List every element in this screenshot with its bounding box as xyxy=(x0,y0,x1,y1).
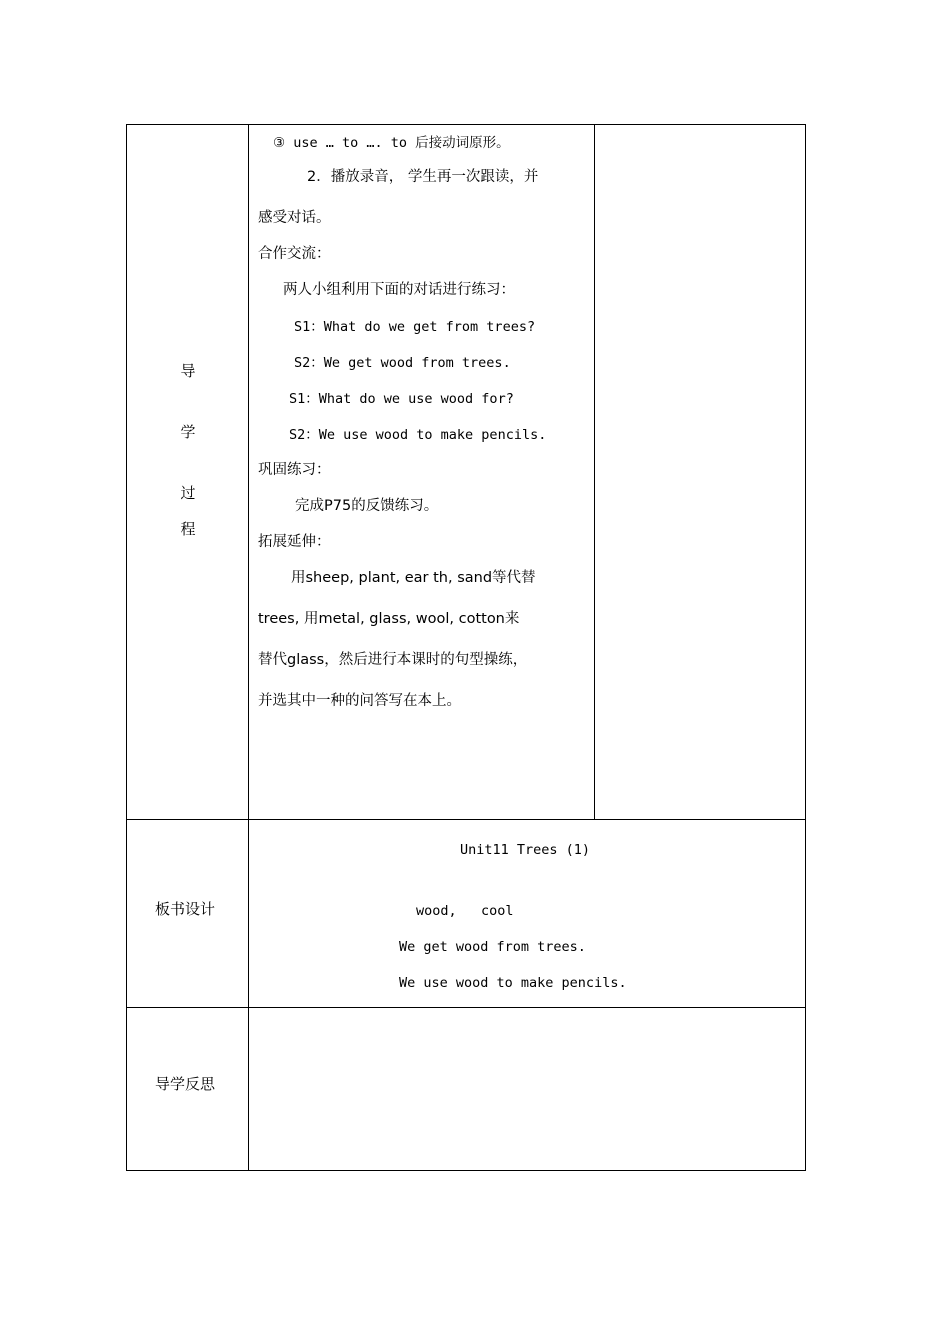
reflection-label: 导学反思 xyxy=(155,1075,216,1093)
dialogue-line: S2：We use wood to make pencils. xyxy=(289,427,547,443)
row-divider-2 xyxy=(127,1007,805,1008)
process-line: 用sheep, plant, ear th, sand等代替 xyxy=(291,570,536,586)
process-line: 感受对话。 xyxy=(258,210,331,226)
process-line: 2．播放录音， 学生再一次跟读，并 xyxy=(307,169,539,185)
board-sentence: We use wood to make pencils. xyxy=(399,975,627,991)
process-line: 替代glass，然后进行本课时的句型操练， xyxy=(258,652,528,668)
dialogue-line: S1：What do we get from trees? xyxy=(294,319,536,335)
process-label-char-2: 学 xyxy=(180,423,196,441)
process-line: 完成P75的反馈练习。 xyxy=(295,498,439,514)
process-line: ③ use … to …. to 后接动词原形。 xyxy=(273,135,510,151)
dialogue-line: S2：We get wood from trees. xyxy=(294,355,511,371)
dialogue-line: S1：What do we use wood for? xyxy=(289,391,514,407)
lesson-plan-table xyxy=(126,124,806,1171)
process-line: 并选其中一种的问答写在本上。 xyxy=(258,693,461,709)
board-words: wood, cool xyxy=(416,903,514,919)
process-line: 两人小组利用下面的对话进行练习： xyxy=(283,282,515,298)
row-divider-1 xyxy=(127,819,805,820)
column-divider-right xyxy=(594,125,595,819)
process-label-char-4: 程 xyxy=(180,520,196,538)
process-line: 合作交流： xyxy=(258,246,331,262)
process-label-char-3: 过 xyxy=(180,484,196,502)
board-sentence: We get wood from trees. xyxy=(399,939,586,955)
process-line: 拓展延伸： xyxy=(258,534,331,550)
process-label-char-1: 导 xyxy=(180,362,196,380)
process-line: 巩固练习： xyxy=(258,462,331,478)
board-title: Unit11 Trees (1) xyxy=(460,842,591,858)
process-line: trees, 用metal, glass, wool, cotton来 xyxy=(258,611,520,627)
board-design-label: 板书设计 xyxy=(155,900,216,918)
column-divider-left xyxy=(248,125,249,1170)
